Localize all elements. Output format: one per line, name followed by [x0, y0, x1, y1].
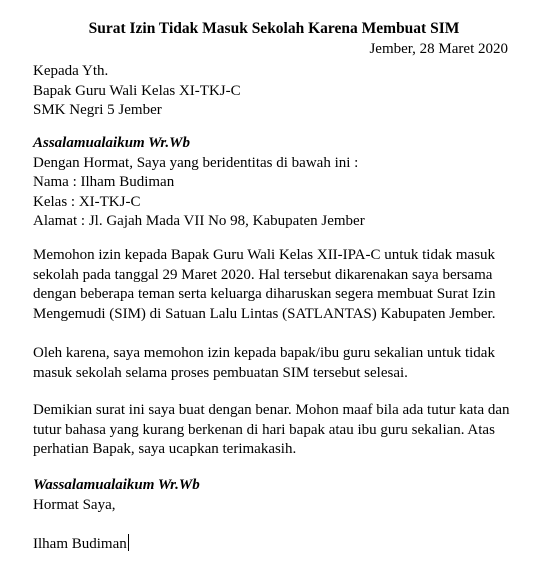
paragraph-line: tutur bahasa yang kurang berkenan di hari bapak atau ibu guru sekalian. Atas	[33, 421, 495, 438]
paragraph-line: Mengemudi (SIM) di Satuan Lalu Lintas (SATLANTAS) Kabupaten Jember.	[33, 305, 496, 322]
paragraph-line: masuk sekolah selama proses pembuatan SIM tersebut selesai.	[33, 364, 408, 381]
signature-line[interactable]	[33, 534, 523, 555]
text-cursor	[128, 534, 129, 551]
paragraph-line: Memohon izin kepada Bapak Guru Wali Kelas XII-IPA-C untuk tidak masuk	[33, 247, 496, 263]
paragraph-request	[33, 246, 523, 324]
greeting: Assalamualaikum Wr.Wb	[33, 135, 191, 151]
letter-date: Jember, 28 Maret 2020	[369, 41, 508, 57]
recipient-line: Bapak Guru Wali Kelas XI-TKJ-C	[33, 82, 241, 99]
recipient-line: Kepada Yth.	[33, 63, 109, 79]
intro-text: Dengan Hormat, Saya yang beridentitas di bawah ini :	[33, 154, 359, 171]
paragraph-line: sekolah pada tanggal 29 Maret 2020. Hal tersebut dikarenakan saya bersama	[33, 266, 493, 283]
paragraph-line: dengan beberapa teman serta keluarga diharuskan segera membuat Surat Izin	[33, 286, 496, 303]
identity-line: Alamat : Jl. Gajah Mada VII No 98, Kabupaten Jember	[33, 213, 365, 230]
paragraph-closing	[33, 401, 523, 460]
paragraph-line: perhatian Bapak, saya ucapkan terimakasih.	[33, 441, 297, 458]
letter-title: Surat Izin Tidak Masuk Sekolah Karena Membuat SIM	[88, 20, 460, 37]
closing-text: Hormat Saya,	[33, 496, 116, 513]
recipient-block	[33, 62, 523, 121]
identity-line: Kelas : XI-TKJ-C	[33, 193, 141, 210]
closing-greeting: Wassalamualaikum Wr.Wb	[33, 477, 200, 493]
paragraph-line: Demikian surat ini saya buat dengan benar. Mohon maaf bila ada tutur kata dan	[33, 402, 510, 418]
signature-name: Ilham Budiman	[33, 536, 127, 552]
signature-block	[33, 534, 523, 555]
opening-block	[33, 134, 523, 232]
recipient-line: SMK Negri 5 Jember	[33, 102, 162, 119]
identity-line: Nama : Ilham Budiman	[33, 174, 175, 191]
paragraph-line: Oleh karena, saya memohon izin kepada bapak/ibu guru sekalian untuk tidak	[33, 345, 495, 361]
closing-block	[33, 476, 523, 515]
paragraph-reason	[33, 344, 523, 383]
